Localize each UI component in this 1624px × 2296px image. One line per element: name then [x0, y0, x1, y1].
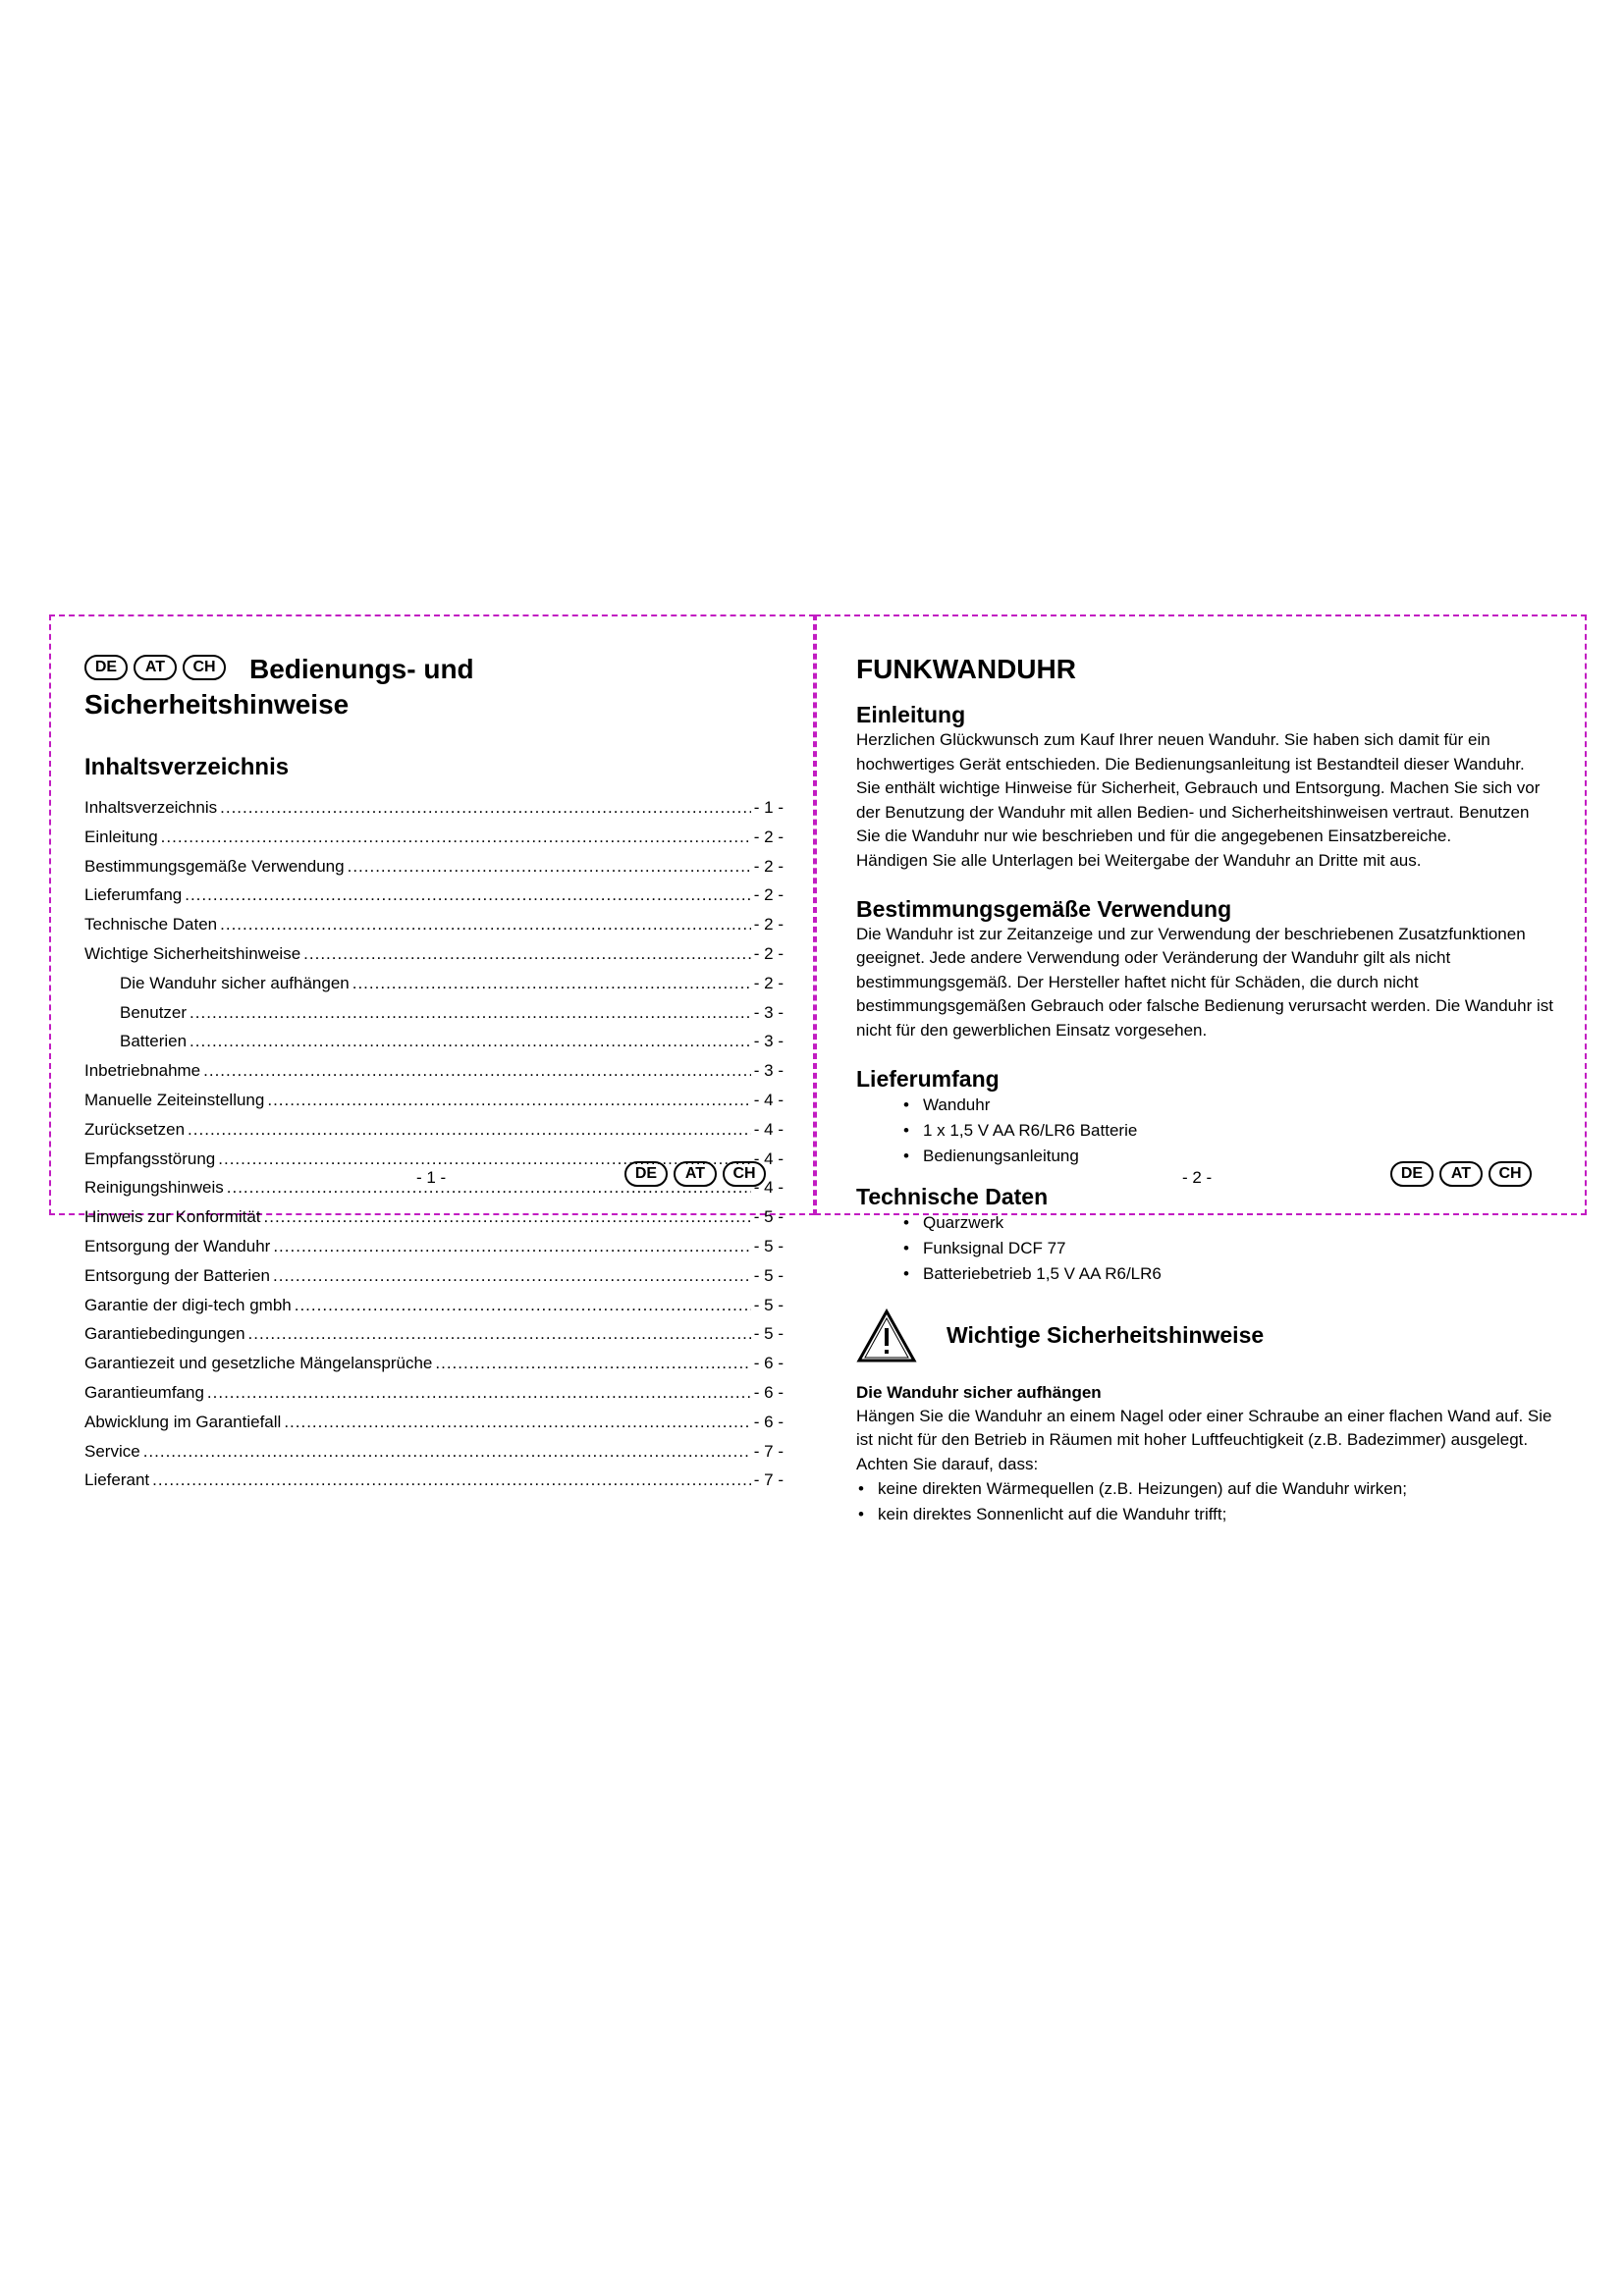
list-item: • Wanduhr: [903, 1093, 1553, 1118]
toc-leader-dots: [203, 1056, 751, 1086]
page-title-line2: Sicherheitshinweise: [84, 689, 350, 720]
country-badge-at: AT: [1439, 1161, 1483, 1187]
manual-spread: [49, 614, 1587, 1524]
toc-entry-label: Empfangsstörung: [84, 1148, 216, 1168]
product-title: FUNKWANDUHR: [856, 654, 1076, 684]
toc-entry-page: - 2 -: [753, 973, 784, 992]
intro-paragraph: Herzlichen Glückwunsch zum Kauf Ihrer neuen Wanduhr. Sie haben sich damit für ein hochwertiges Gerät entschieden. Die Bedienungsanleitung ist Bestandteil dieser Wanduhr. Sie enthält wichtige Hinweise für Sicherheit, Gebrauch und Entsorgung. Machen Sie sich vor der Benutzung der Wanduhr mit allen Bedien- und Sicherheitshinweisen vertraut. Benutzen Sie die Wanduhr nur wie beschrieben und für die angegebenen Einsatzbereiche.: [856, 730, 1541, 846]
toc-entry[interactable]: [84, 998, 784, 1028]
toc-entry-label: Technische Daten: [84, 915, 218, 934]
toc-entry-page: - 4 -: [753, 1090, 784, 1109]
toc-entry-label: Entsorgung der Wanduhr: [84, 1236, 271, 1255]
toc-entry-page: - 5 -: [753, 1207, 784, 1227]
toc-leader-dots: [352, 969, 751, 998]
toc-entry-page: - 5 -: [753, 1324, 784, 1344]
country-badge-ch: CH: [183, 655, 226, 680]
country-badges-footer-right: [1390, 1161, 1532, 1187]
toc-leader-dots: [303, 939, 751, 969]
country-badge-de: DE: [624, 1161, 668, 1187]
country-badge-at: AT: [134, 655, 177, 680]
toc-entry[interactable]: [84, 852, 784, 881]
list-item: • Quarzwerk: [903, 1210, 1553, 1236]
toc-entry-label: Abwicklung im Garantiefall: [84, 1412, 282, 1431]
toc-entry-label: Garantieumfang: [84, 1382, 204, 1402]
toc-entry-page: - 7 -: [753, 1441, 784, 1461]
toc-entry[interactable]: [84, 1466, 784, 1495]
section-heading-sicherheit: Wichtige Sicherheitshinweise: [947, 1322, 1265, 1349]
toc-entry-page: - 2 -: [753, 943, 784, 963]
page-title-line1: Bedienungs- und: [249, 654, 474, 684]
table-of-contents: [84, 793, 784, 1495]
toc-entry-page: - 2 -: [753, 827, 784, 846]
toc-entry-label: Lieferumfang: [84, 885, 183, 905]
page-left: [49, 614, 815, 1490]
toc-entry[interactable]: [84, 1437, 784, 1467]
toc-entry-label: Service: [84, 1441, 140, 1461]
tech-list: [856, 1210, 1553, 1287]
toc-entry-page: - 3 -: [753, 1002, 784, 1022]
toc-leader-dots: [207, 1378, 751, 1408]
toc-entry-label: Manuelle Zeiteinstellung: [84, 1090, 265, 1109]
toc-entry-label: Benutzer: [120, 1002, 188, 1022]
toc-entry-label: Wichtige Sicherheitshinweise: [84, 943, 301, 963]
country-badges-top: [84, 655, 226, 680]
intro-paragraph-2: Händigen Sie alle Unterlagen bei Weitergabe der Wanduhr an Dritte mit aus.: [856, 850, 1422, 870]
toc-entry-label: Lieferant: [84, 1470, 150, 1490]
toc-leader-dots: [152, 1466, 751, 1495]
toc-leader-dots: [220, 910, 751, 939]
country-badge-ch: CH: [1489, 1161, 1532, 1187]
toc-entry[interactable]: [84, 1408, 784, 1437]
toc-entry-page: - 5 -: [753, 1236, 784, 1255]
toc-entry[interactable]: [84, 881, 784, 910]
toc-entry-label: Inhaltsverzeichnis: [84, 798, 218, 817]
toc-entry[interactable]: [84, 1202, 784, 1232]
country-badge-ch: CH: [723, 1161, 766, 1187]
toc-entry-label: Entsorgung der Batterien: [84, 1265, 271, 1285]
section-heading-technische-daten: Technische Daten: [856, 1183, 1049, 1209]
toc-entry[interactable]: [84, 1027, 784, 1056]
toc-leader-dots: [143, 1437, 751, 1467]
toc-entry-label: Zurücksetzen: [84, 1119, 186, 1139]
list-item: • Funksignal DCF 77: [903, 1236, 1553, 1261]
toc-entry-page: - 5 -: [753, 1295, 784, 1314]
toc-leader-dots: [273, 1261, 751, 1291]
toc-leader-dots: [295, 1291, 751, 1320]
list-item: • Bedienungsanleitung: [903, 1144, 1553, 1169]
toc-entry-page: - 2 -: [753, 915, 784, 934]
toc-entry[interactable]: [84, 823, 784, 852]
scope-list: [856, 1093, 1553, 1169]
section-heading-verwendung: Bestimmungsgemäße Verwendung: [856, 895, 1232, 922]
toc-entry-page: - 6 -: [753, 1354, 784, 1373]
list-item: • Batteriebetrieb 1,5 V AA R6/LR6: [903, 1261, 1553, 1287]
page-right: [815, 614, 1587, 1524]
toc-leader-dots: [248, 1319, 751, 1349]
toc-leader-dots: [267, 1086, 750, 1115]
toc-entry-page: - 5 -: [753, 1265, 784, 1285]
toc-leader-dots: [161, 823, 751, 852]
toc-entry-label: Garantiebedingungen: [84, 1324, 245, 1344]
toc-entry-label: Die Wanduhr sicher aufhängen: [120, 973, 350, 992]
toc-entry-label: Bestimmungsgemäße Verwendung: [84, 856, 345, 876]
toc-entry[interactable]: [84, 1086, 784, 1115]
page-number-right: - 2 -: [1182, 1168, 1213, 1187]
toc-entry[interactable]: [84, 1291, 784, 1320]
list-item: • 1 x 1,5 V AA R6/LR6 Batterie: [903, 1118, 1553, 1144]
toc-entry-page: - 7 -: [753, 1470, 784, 1490]
country-badges-footer-left: [624, 1161, 766, 1187]
toc-entry[interactable]: [84, 1261, 784, 1291]
toc-entry[interactable]: [84, 1319, 784, 1349]
toc-entry-page: - 4 -: [753, 1148, 784, 1168]
country-badge-de: DE: [1390, 1161, 1434, 1187]
toc-entry-page: - 3 -: [753, 1061, 784, 1081]
toc-leader-dots: [264, 1202, 751, 1232]
safety-header: [856, 1308, 1553, 1363]
mount-paragraph: Hängen Sie die Wanduhr an einem Nagel oder einer Schraube an einer flachen Wand auf. Sie ist nicht für den Betrieb in Räumen mit hoher Luftfeuchtigkeit (z.B. Badezimmer) ausgelegt. Achten Sie darauf, dass:: [856, 1406, 1552, 1473]
warning-triangle-icon: [856, 1308, 917, 1363]
toc-entry-label: Garantie der digi-tech gmbh: [84, 1295, 292, 1314]
country-badge-de: DE: [84, 655, 128, 680]
country-badge-at: AT: [674, 1161, 717, 1187]
toc-heading: Inhaltsverzeichnis: [84, 754, 290, 780]
toc-entry-page: - 4 -: [753, 1119, 784, 1139]
section-heading-lieferumfang: Lieferumfang: [856, 1065, 1000, 1092]
toc-entry-page: - 6 -: [753, 1382, 784, 1402]
toc-entry-label: Batterien: [120, 1032, 188, 1051]
section-heading-einleitung: Einleitung: [856, 702, 966, 727]
toc-entry[interactable]: [84, 969, 784, 998]
toc-leader-dots: [435, 1349, 750, 1378]
toc-entry-page: - 2 -: [753, 885, 784, 905]
toc-entry[interactable]: [84, 793, 784, 823]
toc-leader-dots: [273, 1232, 750, 1261]
toc-entry-label: Einleitung: [84, 827, 158, 846]
toc-entry-label: Inbetriebnahme: [84, 1061, 201, 1081]
toc-leader-dots: [220, 793, 751, 823]
toc-entry-label: Hinweis zur Konformität: [84, 1207, 261, 1227]
toc-entry[interactable]: [84, 1349, 784, 1378]
page-number-left: - 1 -: [416, 1168, 447, 1187]
list-item: • keine direkten Wärmequellen (z.B. Heizungen) auf die Wanduhr wirken;: [856, 1476, 1553, 1502]
toc-entry-page: - 6 -: [753, 1412, 784, 1431]
toc-entry[interactable]: [84, 910, 784, 939]
use-paragraph: Die Wanduhr ist zur Zeitanzeige und zur Verwendung der beschriebenen Zusatzfunktionen geeignet. Jede andere Verwendung oder Veränderung der Wanduhr gilt als nicht bestimmungsgemäß. Der Hersteller haftet nicht für Schäden, die durch nicht bestimmungsgemäßen Gebrauch oder falsche Bedienung verursacht werden. Die Wanduhr ist nicht für den gewerblichen Einsatz vorgesehen.: [856, 924, 1553, 1040]
toc-entry-page: - 2 -: [753, 856, 784, 876]
right-content: [856, 652, 1553, 1527]
toc-leader-dots: [188, 1115, 751, 1145]
toc-leader-dots: [189, 1027, 751, 1056]
toc-entry[interactable]: [84, 1115, 784, 1145]
toc-leader-dots: [284, 1408, 750, 1437]
toc-entry[interactable]: [84, 1378, 784, 1408]
toc-entry-label: Reinigungshinweis: [84, 1178, 224, 1198]
toc-entry-page: - 4 -: [753, 1178, 784, 1198]
toc-entry-label: Garantiezeit und gesetzliche Mängelansprüche: [84, 1354, 433, 1373]
toc-entry[interactable]: [84, 939, 784, 969]
toc-entry-page: - 3 -: [753, 1032, 784, 1051]
toc-leader-dots: [185, 881, 751, 910]
list-item: • kein direktes Sonnenlicht auf die Wanduhr trifft;: [856, 1502, 1553, 1527]
toc-entry[interactable]: [84, 1056, 784, 1086]
toc-entry-page: - 1 -: [753, 798, 784, 817]
toc-entry[interactable]: [84, 1232, 784, 1261]
toc-leader-dots: [189, 998, 751, 1028]
mount-list: [856, 1476, 1553, 1527]
toc-leader-dots: [348, 852, 751, 881]
subheading-aufhaengen: Die Wanduhr sicher aufhängen: [856, 1382, 1102, 1402]
